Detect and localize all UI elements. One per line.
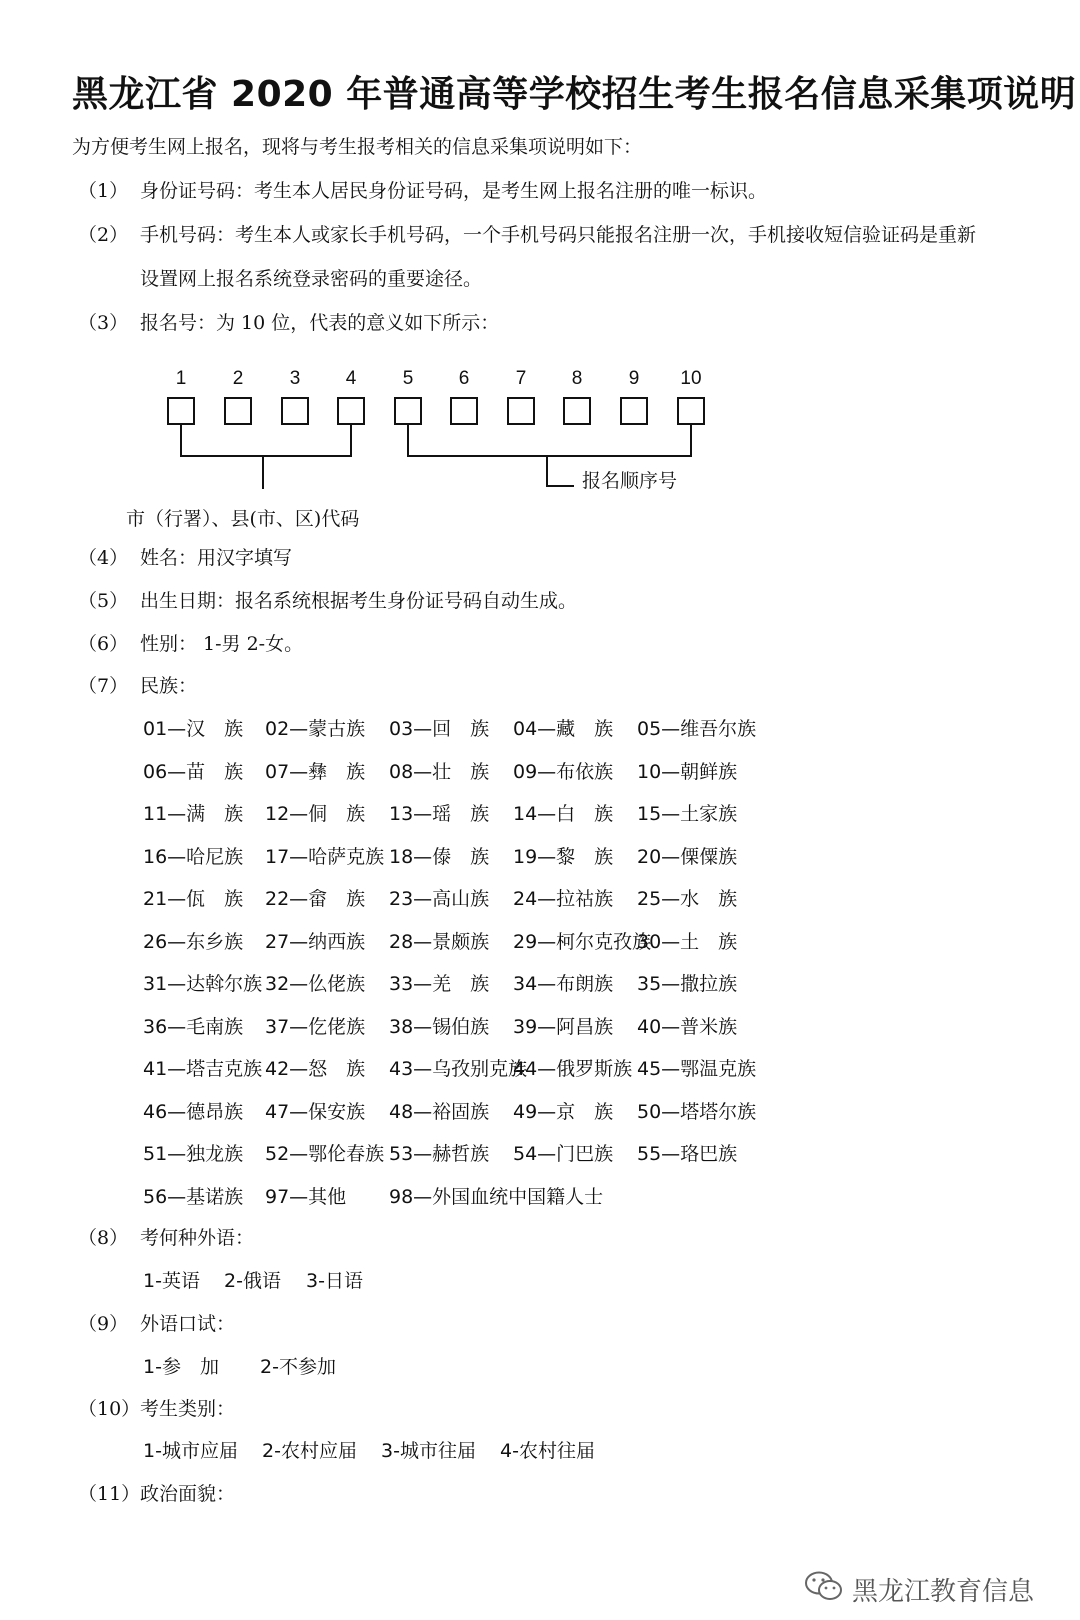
item-number: （9）: [78, 1313, 129, 1335]
option-item: 1-参 加: [143, 1356, 219, 1378]
ethnic-entry: 26—东乡族: [143, 930, 244, 953]
intro-text: 为方便考生网上报名，现将与考生报考相关的信息采集项说明如下：: [72, 136, 643, 158]
ethnic-entry: 43—乌孜别克族: [389, 1058, 528, 1080]
ethnic-entry: 35—撒拉族: [637, 973, 738, 995]
item-number: （3）: [78, 312, 129, 334]
digit-box: [394, 397, 422, 425]
ethnic-entry: 05—维吾尔族: [637, 718, 757, 740]
ethnic-entry: 36—毛南族: [143, 1015, 244, 1038]
digit-label: 9: [628, 368, 640, 389]
digit-box: [620, 397, 648, 425]
ethnic-entry: 45—鄂温克族: [637, 1058, 757, 1080]
item-number: （6）: [78, 633, 129, 655]
ethnic-entry: 24—拉祜族: [513, 888, 614, 910]
item-text: 报名号：为 10 位，代表的意义如下所示：: [140, 312, 500, 334]
ethnic-entry: 14—白 族: [513, 803, 614, 825]
ethnic-entry: 46—德昂族: [143, 1100, 244, 1123]
ethnic-entry: 09—布依族: [513, 760, 614, 783]
bracket-pointer: [546, 457, 548, 487]
ethnic-entry: 21—佤 族: [143, 888, 244, 910]
item-text: 民族：: [140, 675, 198, 697]
digit-box: [677, 397, 705, 425]
item-text: 考生类别：: [140, 1398, 236, 1420]
option-item: 3-城市往届: [381, 1440, 476, 1462]
ethnic-entry: 51—独龙族: [143, 1143, 244, 1165]
ethnic-entry: 34—布朗族: [513, 973, 614, 995]
item-text: 出生日期：报名系统根据考生身份证号码自动生成。: [140, 590, 578, 612]
option-item: 3-日语: [306, 1270, 363, 1292]
option-item: 1-城市应届: [143, 1440, 238, 1462]
ethnic-entry: 28—景颇族: [389, 930, 490, 953]
ethnic-entry: 52—鄂伦春族: [265, 1143, 385, 1165]
item-text: 政治面貌：: [140, 1483, 236, 1505]
ethnic-entry: 16—哈尼族: [143, 845, 244, 868]
item-text: 手机号码：考生本人或家长手机号码，一个手机号码只能报名注册一次，手机接收短信验证码是重新: [140, 224, 977, 246]
option-item: 1-英语: [143, 1270, 200, 1292]
item-number: （2）: [78, 224, 129, 246]
item-number: （1）: [78, 180, 129, 202]
ethnic-entry: 25—水 族: [637, 888, 738, 910]
ethnic-entry: 31—达斡尔族: [143, 973, 263, 995]
sequence-number-label: 报名顺序号: [582, 470, 678, 492]
ethnic-entry: 47—保安族: [265, 1100, 366, 1123]
ethnic-entry: 97—其他: [265, 1185, 347, 1208]
ethnic-entry: 53—赫哲族: [389, 1143, 490, 1165]
item-number: （5）: [78, 590, 129, 612]
ethnic-entry: 49—京 族: [513, 1100, 614, 1123]
bracket-line: [690, 425, 692, 457]
digit-box: [167, 397, 195, 425]
item-text-continued: 设置网上报名系统登录密码的重要途径。: [140, 268, 483, 290]
ethnic-entry: 39—阿昌族: [513, 1015, 614, 1038]
digit-label: 1: [175, 368, 187, 389]
bracket-pointer: [262, 457, 264, 489]
ethnic-entry: 27—纳西族: [265, 930, 366, 953]
digit-label: 4: [345, 368, 357, 389]
digit-box: [281, 397, 309, 425]
digit-box: [224, 397, 252, 425]
digit-label: 10: [680, 368, 702, 389]
bracket-line: [350, 425, 352, 457]
ethnic-entry: 50—塔塔尔族: [637, 1100, 757, 1123]
bracket-line: [180, 425, 182, 457]
ethnic-entry: 48—裕固族: [389, 1100, 490, 1123]
item-number: （4）: [78, 547, 129, 569]
option-item: 2-俄语: [224, 1270, 281, 1292]
bracket-line: [180, 455, 352, 457]
ethnic-entry: 08—壮 族: [389, 760, 490, 783]
digit-box: [563, 397, 591, 425]
ethnic-entry: 37—仡佬族: [265, 1015, 366, 1038]
ethnic-entry: 01—汉 族: [143, 718, 244, 740]
item-text: 考何种外语：: [140, 1227, 255, 1249]
ethnic-entry: 04—藏 族: [513, 718, 614, 740]
item-text: 姓名：用汉字填写: [140, 547, 293, 569]
ethnic-entry: 17—哈萨克族: [265, 845, 385, 868]
ethnic-entry: 02—蒙古族: [265, 718, 366, 740]
watermark-text: 黑龙江教育信息: [851, 1577, 1034, 1607]
ethnic-entry: 40—普米族: [637, 1015, 738, 1038]
digit-box: [450, 397, 478, 425]
ethnic-entry: 56—基诺族: [143, 1185, 244, 1208]
option-item: 4-农村往届: [500, 1440, 595, 1462]
ethnic-entry: 18—傣 族: [389, 845, 490, 868]
ethnic-entry: 32—仫佬族: [265, 973, 366, 995]
ethnic-entry: 41—塔吉克族: [143, 1058, 263, 1080]
ethnic-entry: 06—苗 族: [143, 760, 244, 783]
ethnic-entry: 19—黎 族: [513, 845, 614, 868]
ethnic-entry: 11—满 族: [143, 803, 244, 825]
item-number: （8）: [78, 1227, 129, 1249]
wechat-icon: [804, 1570, 844, 1609]
digit-label: 2: [232, 368, 244, 389]
ethnic-entry: 12—侗 族: [265, 803, 366, 825]
option-item: 2-不参加: [260, 1356, 336, 1378]
ethnic-entry: 22—畲 族: [265, 888, 366, 910]
ethnic-entry: 98—外国血统中国籍人士: [389, 1185, 604, 1208]
ethnic-entry: 29—柯尔克孜族: [513, 930, 652, 953]
item-number: （11）: [78, 1483, 141, 1505]
item-text: 性别： 1-男 2-女。: [140, 633, 304, 655]
ethnic-entry: 03—回 族: [389, 718, 490, 740]
bracket-pointer: [546, 485, 574, 487]
digit-label: 3: [289, 368, 301, 389]
digit-label: 5: [402, 368, 414, 389]
ethnic-entry: 38—锡伯族: [389, 1015, 490, 1038]
item-text: 身份证号码：考生本人居民身份证号码，是考生网上报名注册的唯一标识。: [140, 180, 768, 202]
digit-label: 6: [458, 368, 470, 389]
ethnic-entry: 07—彝 族: [265, 760, 366, 783]
item-number: （7）: [78, 675, 129, 697]
digit-label: 7: [515, 368, 527, 389]
ethnic-entry: 33—羌 族: [389, 973, 490, 995]
ethnic-entry: 30—土 族: [637, 930, 738, 953]
item-number: （10）: [78, 1398, 141, 1420]
digit-box: [337, 397, 365, 425]
ethnic-entry: 15—土家族: [637, 803, 738, 825]
option-item: 2-农村应届: [262, 1440, 357, 1462]
digit-box: [507, 397, 535, 425]
ethnic-entry: 55—珞巴族: [637, 1143, 738, 1165]
bracket-line: [407, 455, 692, 457]
ethnic-entry: 42—怒 族: [265, 1058, 366, 1080]
item-text: 外语口试：: [140, 1313, 236, 1335]
page-title: 黑龙江省 2020 年普通高等学校招生考生报名信息采集项说明: [72, 74, 1077, 115]
region-code-label: 市（行署）、县(市、区)代码: [126, 508, 360, 530]
ethnic-entry: 54—门巴族: [513, 1143, 614, 1165]
watermark: [804, 1570, 1034, 1609]
digit-label: 8: [571, 368, 583, 389]
ethnic-entry: 13—瑶 族: [389, 803, 490, 825]
ethnic-entry: 44—俄罗斯族: [513, 1058, 633, 1080]
ethnic-entry: 23—高山族: [389, 888, 490, 910]
ethnic-entry: 20—傈僳族: [637, 845, 738, 868]
bracket-line: [407, 425, 409, 457]
ethnic-entry: 10—朝鲜族: [637, 760, 738, 783]
